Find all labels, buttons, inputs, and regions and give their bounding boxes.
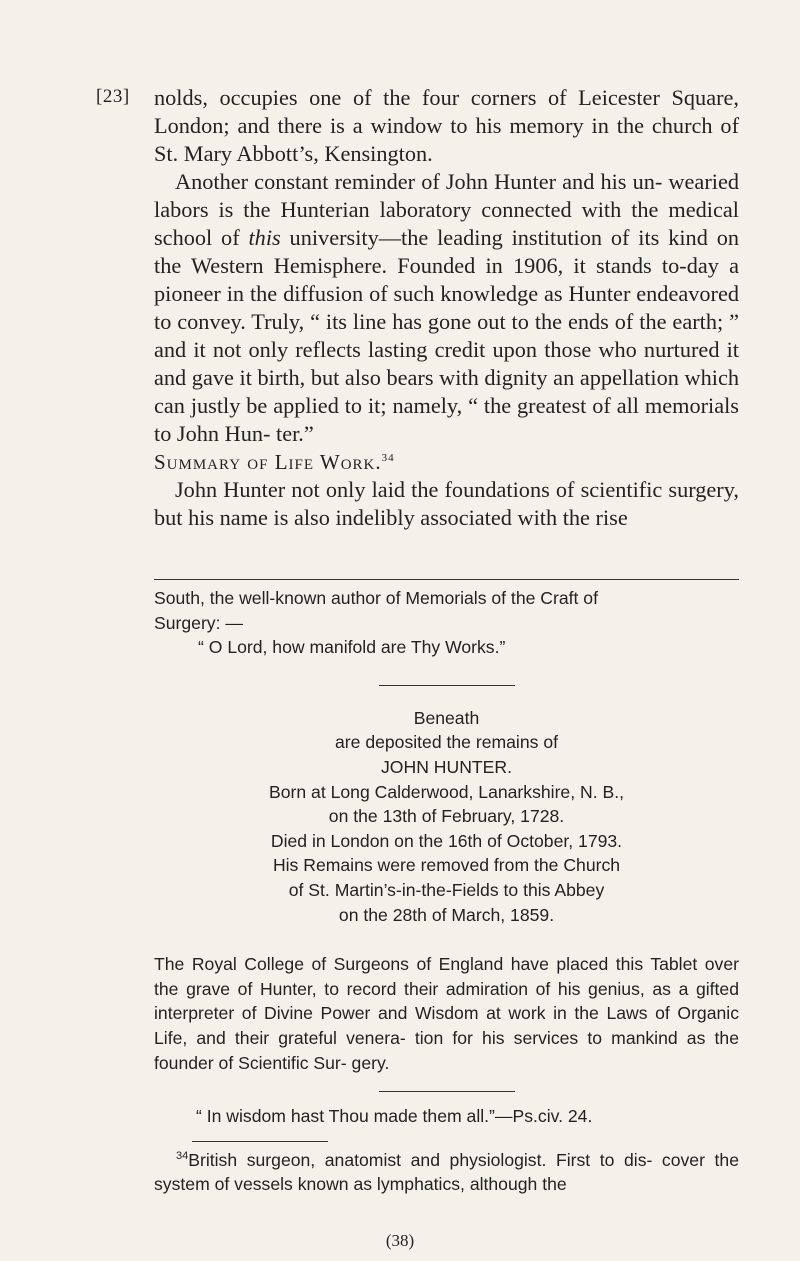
note-intro-line-2: Surgery: —: [154, 612, 243, 633]
footnote-text: British surgeon, anatomist and physiologist. First to dis- cover the system of vessels known as lymphatics, although the: [154, 1149, 739, 1195]
inscription-line: Died in London on the 16th of October, 1793.: [270, 830, 623, 851]
emphasis-this: this: [248, 225, 281, 250]
note-intro-line-1: South, the well-known author of Memorials of the Craft of: [154, 588, 598, 608]
section-heading: [154, 448, 739, 476]
inscription-line: His Remains were removed from the Church: [272, 855, 621, 876]
footnote-34: [154, 1148, 739, 1197]
page-marker: [23]: [96, 86, 130, 107]
page-number: (38): [385, 1231, 415, 1250]
inscription: [154, 706, 739, 927]
footnote-block: [154, 586, 739, 1197]
footnote-number: 34: [176, 1149, 189, 1162]
inscription-line: on the 28th of March, 1859.: [338, 904, 555, 925]
main-text: [154, 84, 739, 532]
paragraph-2-part-a: Another constant reminder of John Hunter and his un- wearied labors is the Hunterian laboratory connected with the medical school of: [154, 169, 739, 250]
college-tablet-text: The Royal College of Surgeons of England have placed this Tablet over the grave of Hunter, to record their admiration of his genius, as a gifted interpreter of Divine Power and Wisdom at work in the Laws of Organic Life, and their grateful venera- tion for his services to mankind as the founder of Scientific Sur- gery.: [154, 954, 739, 1073]
section-heading-footnote-ref: 34: [381, 452, 395, 464]
paragraph-2-part-b: university—the leading institution of its kind on the Western Hemisphere. Founded in 1906, it stands to-day a pioneer in the diffusion of such knowledge as Hunter endeavored to convey. Truly, “ its line has gone out to the ends of the earth; ” and it not only reflects lasting credit upon those who nurtured it and gave it birth, but also bears with dignity an appellation which can justly be applied to it; namely, “ the greatest of all memorials to John Hun- ter.”: [154, 225, 739, 446]
section-heading-text: Summary of Life Work.: [154, 450, 382, 474]
inscription-line: Born at Long Calderwood, Lanarkshire, N. B.,: [268, 781, 624, 802]
inscription-line: JOHN HUNTER.: [381, 756, 512, 777]
paragraph-1: nolds, occupies one of the four corners of Leicester Square, London; and there is a window to his memory in the church of St. Mary Abbott’s, Kensington.: [154, 85, 739, 166]
paragraph-3: John Hunter not only laid the foundations of scientific surgery, but his name is also indelibly associated with the rise: [154, 477, 739, 530]
note-quote: “ O Lord, how manifold are Thy Works.”: [198, 637, 506, 658]
paragraph-2: [154, 168, 739, 448]
inscription-line: are deposited the remains of: [335, 732, 558, 753]
inscription-line: of St. Martin’s-in-the-Fields to this Abbey: [288, 879, 605, 900]
inscription-line: Beneath: [413, 707, 480, 728]
psalm-quote: “ In wisdom hast Thou made them all.”—Ps.civ. 24.: [196, 1106, 593, 1127]
footnote-separator: [154, 579, 739, 580]
inscription-line: on the 13th of February, 1728.: [328, 806, 565, 827]
